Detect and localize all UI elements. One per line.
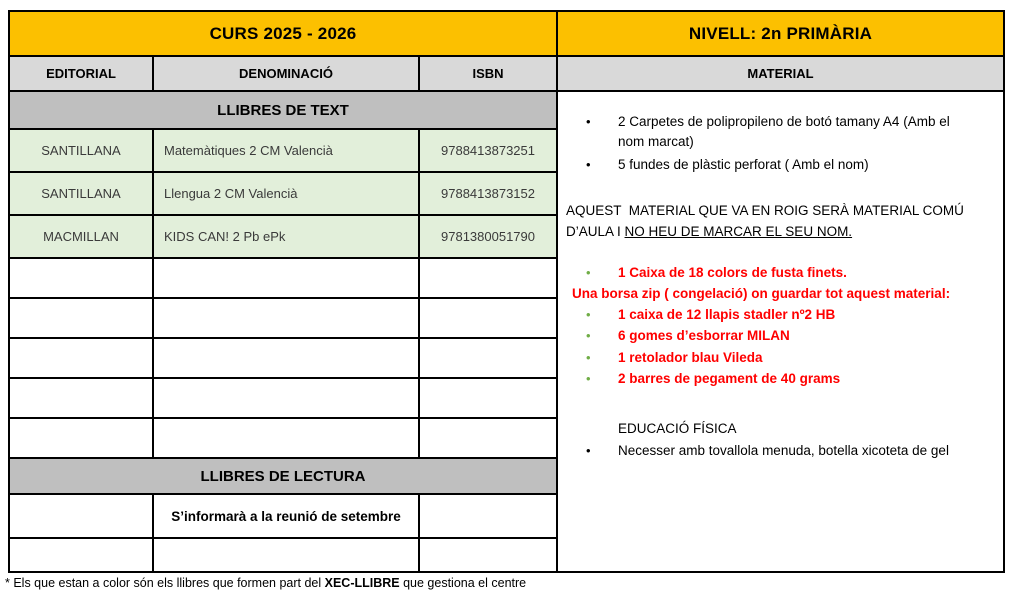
material-item-text: 1 Caixa de 18 colors de fusta finets. bbox=[618, 264, 847, 280]
empty-cell bbox=[152, 379, 418, 417]
table-row bbox=[10, 214, 556, 257]
empty-cell bbox=[152, 419, 418, 457]
cell-editorial: MACMILLAN bbox=[43, 229, 119, 244]
table-row bbox=[10, 171, 556, 214]
empty-cell bbox=[418, 259, 556, 297]
empty-table-row bbox=[10, 297, 556, 337]
red-material-list bbox=[566, 263, 993, 390]
level-title-cell bbox=[558, 12, 1003, 55]
bullet-icon: • bbox=[586, 443, 591, 459]
material-header: MATERIAL bbox=[558, 55, 1003, 90]
material-item bbox=[566, 112, 993, 153]
green-bullet-icon: • bbox=[586, 264, 591, 280]
material-item-text: 2 barres de pegament de 40 grams bbox=[618, 370, 841, 386]
section-header-llibres-text: LLIBRES DE TEXT bbox=[10, 90, 556, 128]
empty-cell bbox=[418, 419, 556, 457]
material-section bbox=[558, 12, 1003, 571]
empty-table-row bbox=[10, 537, 556, 571]
empty-cell bbox=[418, 299, 556, 337]
material-item-text: 2 Carpetes de polipropileno de botó tamany A4 (Amb el nom marcat) bbox=[618, 114, 950, 150]
material-item-text: 1 caixa de 12 llapis stadler nº2 HB bbox=[618, 307, 836, 323]
course-title-cell bbox=[10, 12, 556, 55]
common-material-notice bbox=[566, 201, 993, 243]
empty-cell bbox=[152, 299, 418, 337]
notice-intro: AQUEST MATERIAL QUE VA EN ROIG SERÀ MATERIAL COMÚ D’AULA I bbox=[566, 202, 968, 239]
empty-cell bbox=[10, 539, 152, 571]
lectura-note: S’informarà a la reunió de setembre bbox=[152, 495, 418, 537]
footnote-suffix: que gestiona el centre bbox=[399, 576, 527, 590]
empty-cell bbox=[418, 539, 556, 571]
booklist-table bbox=[8, 10, 1005, 573]
material-item-text: 1 retolador blau Vileda bbox=[618, 349, 763, 365]
empty-table-row bbox=[10, 257, 556, 297]
cell-isbn: 9788413873152 bbox=[418, 173, 556, 214]
empty-cell bbox=[418, 495, 556, 537]
material-item bbox=[566, 441, 993, 461]
bullet-icon: • bbox=[586, 156, 591, 172]
empty-table-row bbox=[10, 377, 556, 417]
material-item-red bbox=[566, 305, 993, 325]
cell-isbn: 9788413873251 bbox=[418, 130, 556, 171]
material-item-text: Necesser amb tovallola menuda, botella xicoteta de gel bbox=[618, 443, 949, 459]
pe-section-title: EDUCACIÓ FÍSICA bbox=[618, 421, 737, 437]
green-bullet-icon: • bbox=[586, 349, 591, 365]
empty-cell bbox=[10, 259, 152, 297]
empty-cell bbox=[152, 539, 418, 571]
cell-denominacio: Llengua 2 CM Valencià bbox=[152, 173, 418, 214]
material-item bbox=[566, 155, 993, 175]
footnote-prefix: * Els que estan a color són els llibres que formen part del bbox=[5, 576, 325, 590]
books-section bbox=[10, 12, 558, 571]
green-bullet-icon: • bbox=[586, 307, 591, 323]
green-bullet-icon: • bbox=[586, 370, 591, 386]
cell-isbn: 9781380051790 bbox=[418, 216, 556, 257]
empty-cell bbox=[152, 339, 418, 377]
empty-cell bbox=[10, 339, 152, 377]
footnote-bold: XEC-LLIBRE bbox=[324, 576, 400, 590]
cell-denominacio: Matemàtiques 2 CM Valencià bbox=[152, 130, 418, 171]
column-header-isbn: ISBN bbox=[418, 57, 556, 90]
section-header-llibres-lectura: LLIBRES DE LECTURA bbox=[10, 457, 556, 493]
notice-underlined: NO HEU DE MARCAR EL SEU NOM. bbox=[624, 223, 853, 239]
cell-denominacio: KIDS CAN! 2 Pb ePk bbox=[152, 216, 418, 257]
material-item-text: 5 fundes de plàstic perforat ( Amb el nom) bbox=[618, 156, 869, 172]
empty-cell bbox=[10, 495, 152, 537]
cell-editorial: SANTILLANA bbox=[41, 186, 121, 201]
material-item-red bbox=[566, 369, 993, 389]
material-content bbox=[558, 90, 1003, 571]
cell-editorial: SANTILLANA bbox=[41, 143, 121, 158]
empty-cell bbox=[10, 419, 152, 457]
lectura-note-row bbox=[10, 493, 556, 537]
material-item-red bbox=[566, 326, 993, 346]
material-item-text: 6 gomes d’esborrar MILAN bbox=[618, 328, 790, 344]
column-header-denominacio: DENOMINACIÓ bbox=[152, 57, 418, 90]
bullet-icon: • bbox=[586, 114, 591, 129]
table-row bbox=[10, 128, 556, 171]
empty-cell bbox=[418, 379, 556, 417]
footnote bbox=[5, 576, 526, 590]
course-title: CURS 2025 - 2026 bbox=[209, 23, 357, 43]
material-item-red bbox=[566, 263, 993, 283]
empty-cell bbox=[418, 339, 556, 377]
column-header-editorial: EDITORIAL bbox=[46, 66, 116, 81]
column-header-row bbox=[10, 55, 556, 90]
empty-cell bbox=[152, 259, 418, 297]
green-bullet-icon: • bbox=[586, 328, 591, 344]
level-title: NIVELL: 2n PRIMÀRIA bbox=[688, 23, 873, 43]
material-item-red bbox=[566, 348, 993, 368]
empty-table-row bbox=[10, 417, 556, 457]
zip-bag-line: Una borsa zip ( congelació) on guardar tot aquest material: bbox=[572, 285, 951, 301]
empty-cell bbox=[10, 299, 152, 337]
empty-table-row bbox=[10, 337, 556, 377]
empty-cell bbox=[10, 379, 152, 417]
